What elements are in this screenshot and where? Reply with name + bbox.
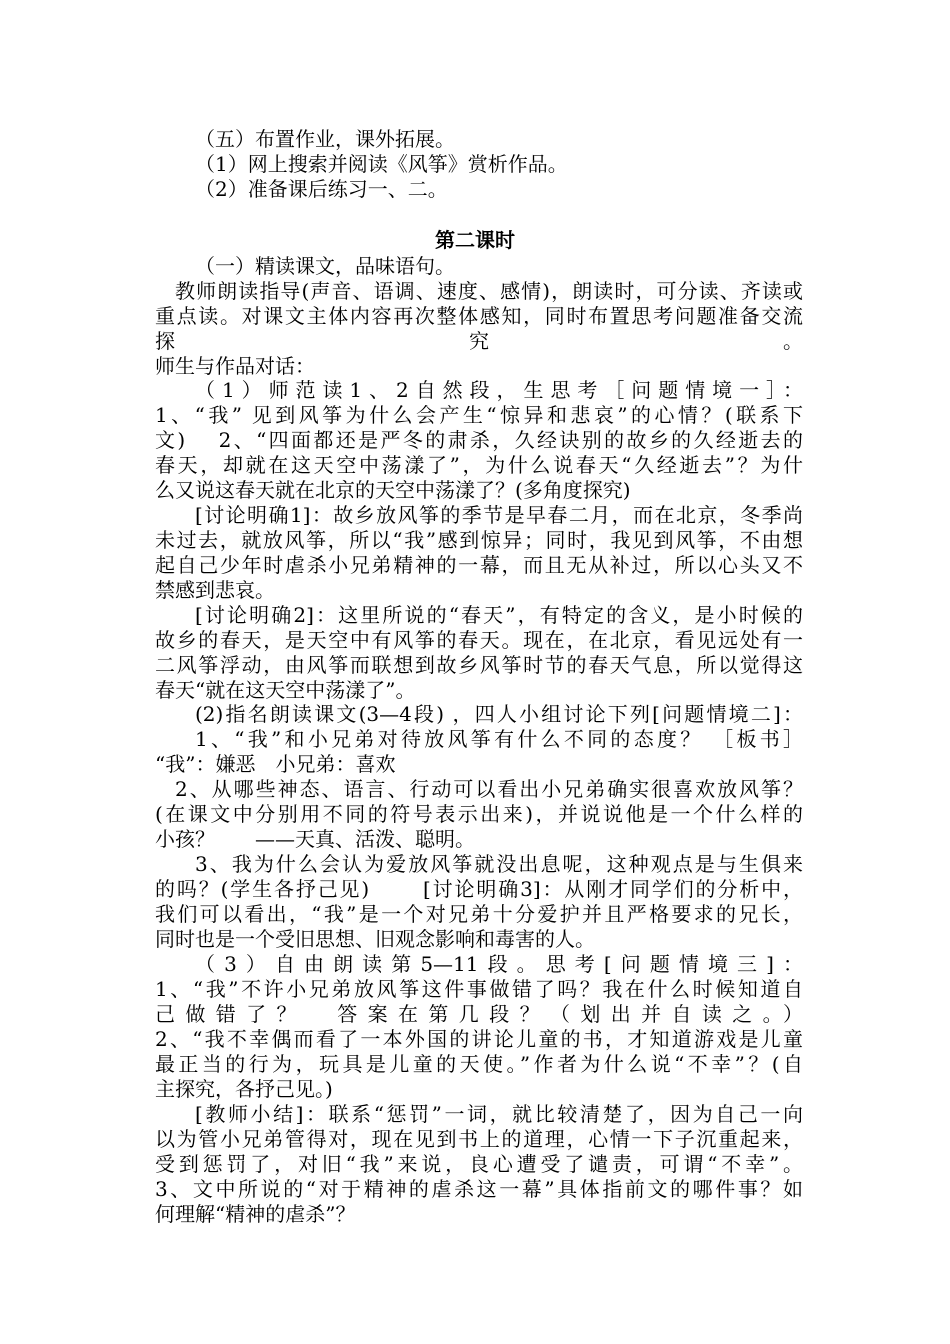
paragraph-line: 最正当的行为，玩具是儿童的天使。”作者为什么说“不幸”？(自 — [155, 1052, 803, 1076]
paragraph-line: 故乡的春天，是天空中有风筝的春天。现在，在北京，看见远处有一 — [155, 628, 803, 652]
paragraph-line: 文) 2、“四面都还是严冬的肃杀，久经诀别的故乡的久经逝去的 — [155, 428, 803, 452]
paragraph-line: 3、我为什么会认为爱放风筝就没出息呢，这种观点是与生俱来 — [195, 852, 803, 876]
homework-item-2: （2）准备课后练习一、二。 — [195, 177, 448, 201]
question-heading: (2)指名朗读课文(3—4段) ，四人小组讨论下列[问题情境二]： — [195, 702, 803, 726]
paragraph-line: 春天，却就在这天空中荡漾了”，为什么说春天“久经逝去”？为什 — [155, 453, 803, 477]
paragraph-line: 的吗？(学生各抒己见) [讨论明确3]：从刚才同学们的分析中， — [155, 877, 803, 901]
paragraph-line: 小孩？ ——天真、活泼、聪明。 — [155, 827, 475, 851]
paragraph-line: 禁感到悲哀。 — [155, 578, 275, 602]
section-title: 第二课时 — [435, 228, 515, 252]
paragraph-line: 何理解“精神的虐杀”？ — [155, 1202, 356, 1226]
paragraph-line: 1、“我” 见到风筝为什么会产生“惊异和悲哀”的心情？(联系下 — [155, 403, 803, 427]
paragraph-line: 重点读。对课文主体内容再次整体感知，同时布置思考问题准备交流 — [155, 304, 803, 328]
homework-heading: （五）布置作业，课外拓展。 — [195, 127, 455, 151]
paragraph-line: 3、文中所说的“对于精神的虐杀这一幕”具体指前文的哪件事？如 — [155, 1177, 803, 1201]
paragraph-line: 2、“我不幸偶而看了一本外国的讲论儿童的书，才知道游戏是儿童 — [155, 1027, 803, 1051]
paragraph-line: 探 究 。 — [155, 329, 803, 353]
paragraph-line: 起自己少年时虐杀小兄弟精神的一幕，而且无从补过，所以心头又不 — [155, 553, 803, 577]
homework-item-1: （1）网上搜索并阅读《风筝》赏析作品。 — [195, 152, 568, 176]
discussion-2: [讨论明确2]：这里所说的“春天”，有特定的含义，是小时候的 — [195, 603, 803, 627]
paragraph-line: 春天“就在这天空中荡漾了”。 — [155, 678, 416, 702]
paragraph-line: 我们可以看出，“我”是一个对兄弟十分爱护并且严格要求的兄长， — [155, 902, 803, 926]
paragraph-line: 主探究，各抒己见。) — [155, 1077, 333, 1101]
paragraph-line: 同时也是一个受旧思想、旧观念影响和毒害的人。 — [155, 927, 595, 951]
paragraph-line: 1、“我”不许小兄弟放风筝这件事做错了吗？我在什么时候知道自 — [155, 977, 803, 1001]
paragraph-line: “我”：嫌恶 小兄弟：喜欢 — [155, 752, 396, 776]
paragraph-line: 受到惩罚了，对旧“我”来说，良心遭受了谴责，可谓“不幸”。 — [155, 1152, 803, 1176]
teacher-summary: [教师小结]：联系“惩罚”一词，就比较清楚了，因为自己一向 — [195, 1102, 803, 1126]
paragraph-line: 未过去，就放风筝，所以“我”感到惊异；同时，我见到风筝，不由想 — [155, 528, 803, 552]
step-heading: （一）精读课文，品味语句。 — [195, 254, 455, 278]
paragraph-line: (在课文中分别用不同的符号表示出来)，并说说他是一个什么样的 — [155, 802, 803, 826]
paragraph-line: 1、“我”和小兄弟对待放风筝有什么不同的态度？ ［板书］ — [195, 727, 803, 751]
paragraph-line: 师生与作品对话： — [155, 354, 315, 378]
paragraph-line: 教师朗读指导(声音、语调、速度、感情)，朗读时，可分读、齐读或 — [175, 279, 803, 303]
question-heading: （1）师范读1、2自然段，生思考［问题情境一］： — [195, 378, 803, 402]
paragraph-line: 己做错了？ 答案在第几段？（划出并自读之。） — [155, 1002, 803, 1026]
paragraph-line: 二风筝浮动，由风筝而联想到故乡风筝时节的春天气息，所以觉得这 — [155, 653, 803, 677]
paragraph-line: 2、从哪些神态、语言、行动可以看出小兄弟确实很喜欢放风筝？ — [175, 777, 803, 801]
discussion-1: [讨论明确1]：故乡放风筝的季节是早春二月，而在北京，冬季尚 — [195, 503, 803, 527]
paragraph-line: 以为管小兄弟管得对，现在见到书上的道理，心情一下子沉重起来， — [155, 1127, 803, 1151]
question-heading: （3）自由朗读第5—11段。思考[问题情境三]： — [195, 952, 803, 976]
paragraph-line: 么又说这春天就在北京的天空中荡漾了？(多角度探究) — [155, 478, 631, 502]
